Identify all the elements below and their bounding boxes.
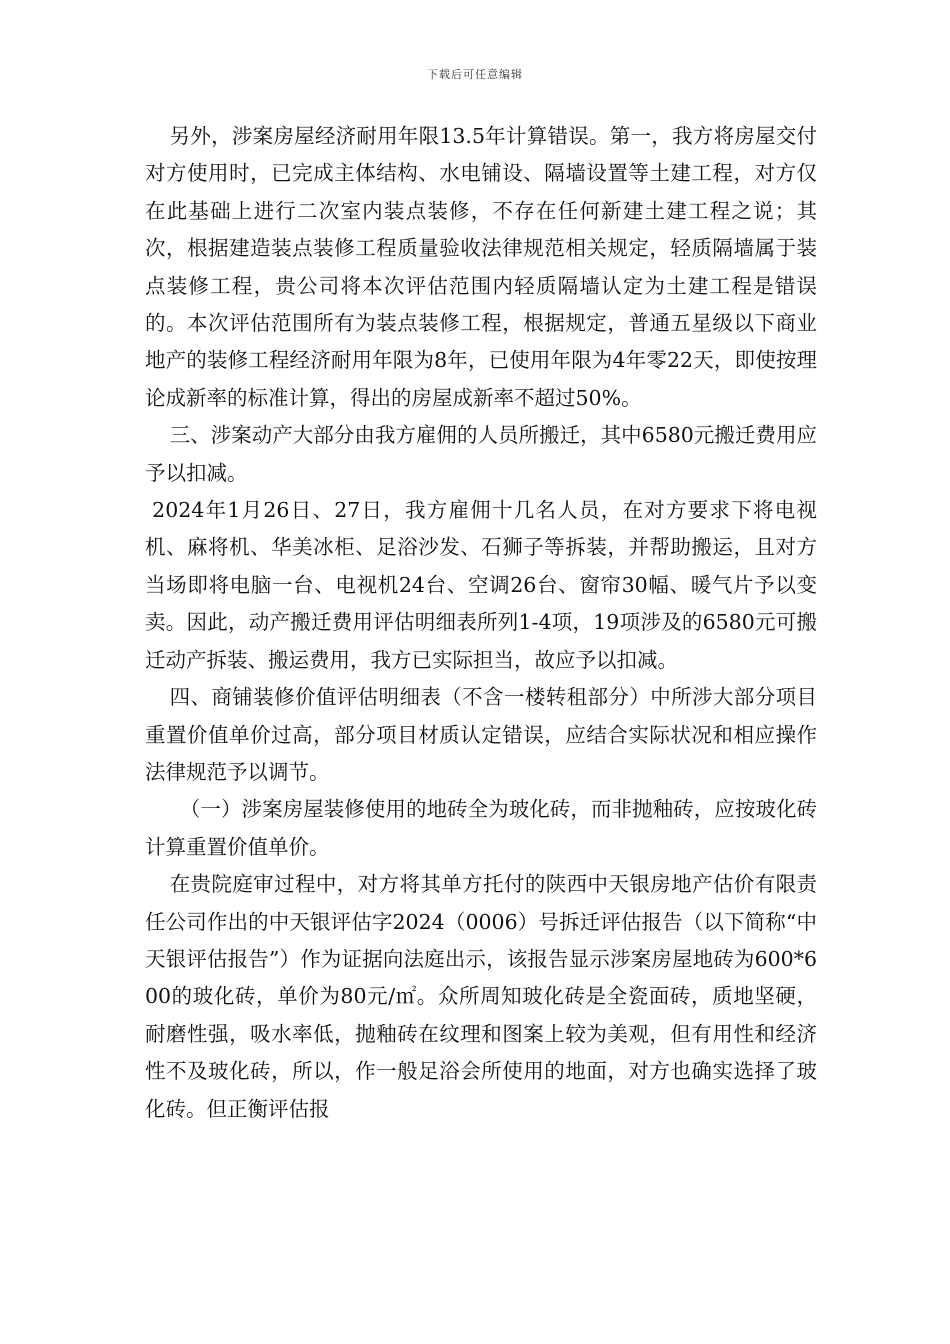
paragraph-economic-life: 另外，涉案房屋经济耐用年限13.5年计算错误。第一，我方将房屋交付对方使用时，已完成主体结构、水电铺设、隔墙设置等土建工程，对方仅在此基础上进行二次室内装点装修，不存在任何新建土建工程之说；其次，根据建造装点装修工程质量验收法律规范相关规定，轻质隔墙属于装点装修工程，贵公司将本次评估范围内轻质隔墙认定为土建工程是错误的。本次评估范围所有为装点装修工程，根据规定，普通五星级以下商业地产的装修工程经济耐用年限为8年，已使用年限为4年零22天，即使按理论成新率的标准计算，得出的房屋成新率不超过50%。: [145, 124, 817, 410]
page-header-note: 下载后可任意编辑: [427, 68, 523, 81]
paragraph-court-evidence: 在贵院庭审过程中，对方将其单方托付的陕西中天银房地产估价有限责任公司作出的中天银评估字2024（0006）号拆迁评估报告（以下简称“中天银评估报告”）作为证据向法庭出示，该报告显示涉案房屋地砖为600*600的玻化砖，单价为80元/㎡。众所周知玻化砖是全瓷面砖，质地坚硬，耐磨性强，吸水率低，抛釉砖在纹理和图案上较为美观，但有用性和经济性不及玻化砖，所以，作一般足浴会所使用的地面，对方也确实选择了玻化砖。但正衡评估报: [145, 872, 817, 1121]
paragraph-relocation-details: 2024年1月26日、27日，我方雇佣十几名人员，在对方要求下将电视机、麻将机、华美冰柜、足浴沙发、石狮子等拆装，并帮助搬运，且对方当场即将电脑一台、电视机24台、空调26台、窗帘30幅、暖气片予以变卖。因此，动产搬迁费用评估明细表所列1-4项，19项涉及的6580元可搬迁动产拆装、搬运费用，我方已实际担当，故应予以扣减。: [145, 498, 817, 672]
paragraph-section-four-heading: 四、商铺装修价值评估明细表（不含一楼转租部分）中所涉大部分项目重置价值单价过高，部分项目材质认定错误，应结合实际状况和相应操作法律规范予以调节。: [145, 685, 817, 784]
paragraph-subsection-one-heading: （一）涉案房屋装修使用的地砖全为玻化砖，而非抛釉砖，应按玻化砖计算重置价值单价。: [145, 797, 817, 859]
document-body: [145, 118, 817, 1128]
paragraph-section-three-heading: 三、涉案动产大部分由我方雇佣的人员所搬迁，其中6580元搬迁费用应予以扣减。: [145, 423, 817, 485]
